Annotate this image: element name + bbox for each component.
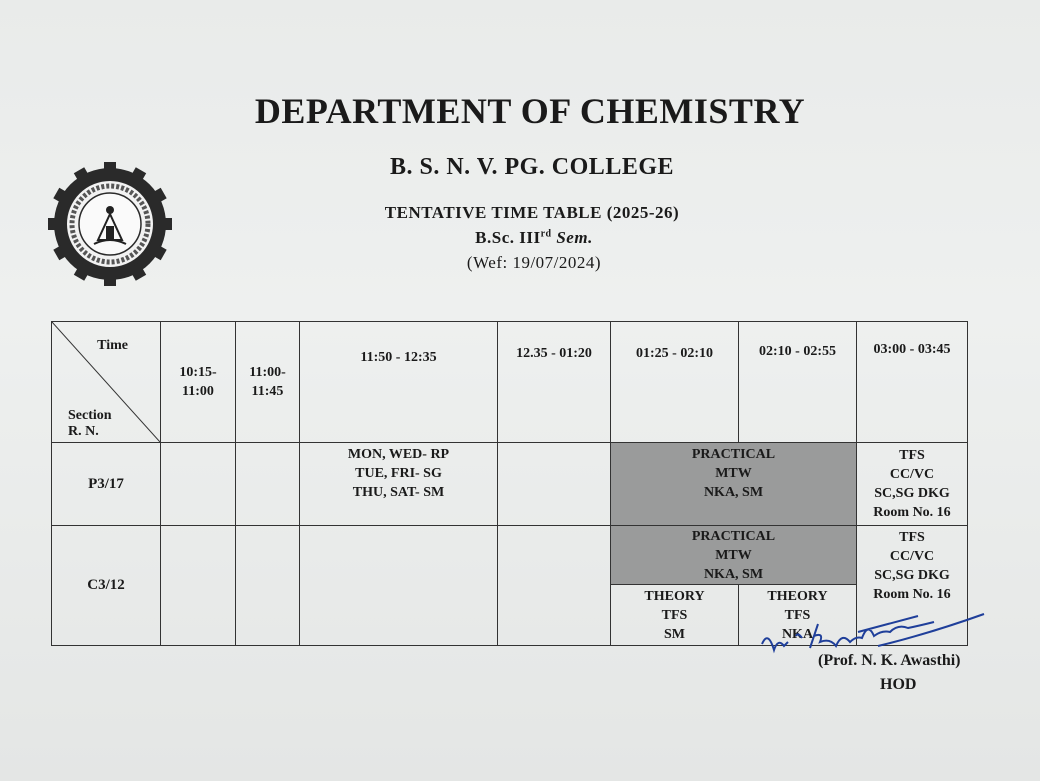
- empty-cell: [236, 443, 300, 526]
- effective-date: (Wef: 19/07/2024): [466, 253, 602, 272]
- section-cell: P3/17: [52, 443, 161, 526]
- theory-cell: THEORY TFS NKA: [739, 585, 857, 646]
- empty-cell: [161, 526, 236, 646]
- last-slot-cell: TFS CC/VC SC,SG DKG Room No. 16: [857, 526, 968, 646]
- slot-header: 10:15- 11:00: [161, 322, 236, 443]
- schedule-cell: MON, WED- RP TUE, FRI- SG THU, SAT- SM: [300, 443, 498, 526]
- practical-cell: PRACTICAL MTW NKA, SM: [611, 526, 857, 585]
- timetable-title: TENTATIVE TIME TABLE (2025-26): [384, 203, 680, 222]
- practical-cell: PRACTICAL MTW NKA, SM: [611, 443, 857, 526]
- empty-cell: [161, 443, 236, 526]
- slot-header: 12.35 - 01:20: [498, 322, 611, 443]
- header-row: [52, 322, 968, 443]
- college-name: B. S. N. V. PG. COLLEGE: [389, 154, 675, 180]
- slot-header: 11:50 - 12:35: [300, 322, 498, 443]
- corner-time-label: Time: [97, 338, 128, 353]
- slot-header: 02:10 - 02:55: [739, 322, 857, 443]
- slot-header: 11:00- 11:45: [236, 322, 300, 443]
- last-slot-cell: TFS CC/VC SC,SG DKG Room No. 16: [857, 443, 968, 526]
- corner-cell: [52, 322, 161, 443]
- empty-cell: [236, 526, 300, 646]
- theory-cell: THEORY TFS SM: [611, 585, 739, 646]
- corner-section-label: Section R. N.: [68, 408, 112, 439]
- empty-cell: [498, 443, 611, 526]
- signatory-role: HOD: [880, 676, 917, 693]
- empty-cell: [498, 526, 611, 646]
- table-row: [52, 443, 968, 526]
- table-row: [52, 526, 968, 585]
- section-cell: C3/12: [52, 526, 161, 646]
- empty-cell: [300, 526, 498, 646]
- timetable: [51, 321, 968, 646]
- class-semester: B.Sc. IIIrd Sem.: [475, 228, 593, 247]
- slot-header: 03:00 - 03:45: [857, 322, 968, 443]
- signatory-name: (Prof. N. K. Awasthi): [818, 652, 961, 669]
- department-title: DEPARTMENT OF CHEMISTRY: [254, 91, 806, 131]
- slot-header: 01:25 - 02:10: [611, 322, 739, 443]
